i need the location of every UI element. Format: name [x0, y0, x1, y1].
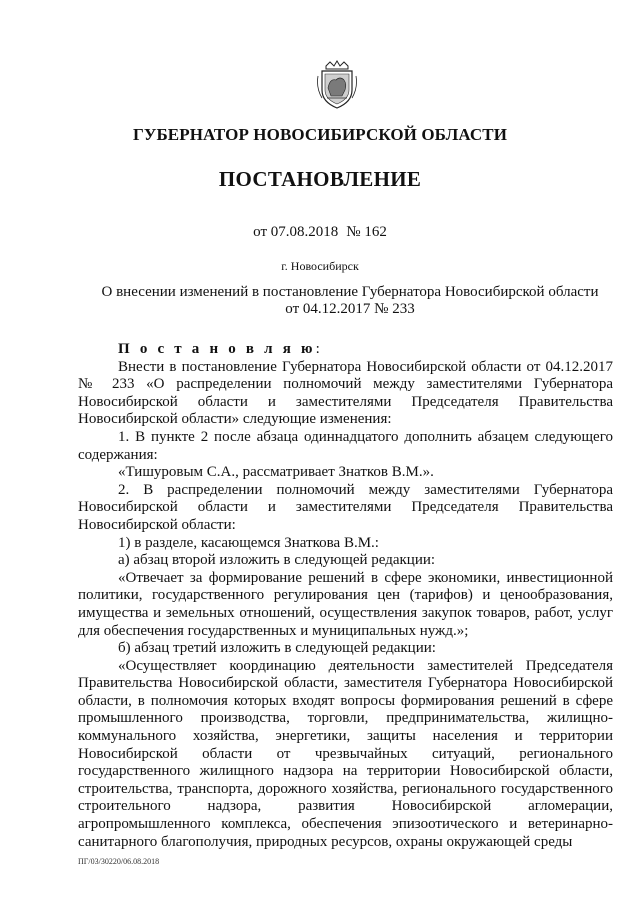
document-subject	[70, 284, 630, 318]
document-footer-code: ПГ/03/30220/06.08.2018	[78, 857, 160, 866]
date-number-line	[0, 224, 640, 241]
novosibirsk-coat-of-arms-icon	[316, 58, 358, 110]
document-number: № 162	[346, 224, 387, 240]
paragraph-item-2-1-a-quote: «Отвечает за формирование решений в сфере экономики, инвестиционной политики, государственного регулирования цен (тарифов) и ценообразования, имущества и земельных отношений, осуществления закупок товаров, работ, услуг для обеспечения государственных и муниципальных нужд.»;	[78, 569, 613, 639]
subject-line-1: О внесении изменений в постановление Губернатора Новосибирской области	[101, 284, 599, 300]
paragraph-item-2-1-b-quote: «Осуществляет координацию деятельности заместителей Председателя Правительства Новосибирской области, заместителя Губернатора Новосибирской области, в полномочия которых входят вопросы формирования решений в сфере промышленного производства, торговли, предпринимательства, жилищно-коммунального хозяйства, энергетики, защиты населения и территории Новосибирской области от чрезвычайных ситуаций, регионального государственного жилищного надзора на территории Новосибирской области, строительства, транспорта, дорожного хозяйства, регионального государственного строительного надзора, развития Новосибирской агломерации, агропромышленного комплекса, обеспечения эпизоотического и ветеринарно-санитарного благополучия, природных ресурсов, охраны окружающей среды	[78, 657, 613, 850]
document-date: от 07.08.2018	[253, 224, 339, 240]
city-line: г. Новосибирск	[281, 259, 359, 273]
decree-colon: :	[315, 341, 320, 357]
document-type-title: ПОСТАНОВЛЕНИЕ	[218, 167, 422, 191]
subject-line-2: от 04.12.2017 № 233	[285, 301, 415, 317]
paragraph-item-1-quote: «Тишуровым С.А., рассматривает Знатков В.М.».	[118, 464, 434, 481]
paragraph-item-1: 1. В пункте 2 после абзаца одиннадцатого дополнить абзацем следующего содержания:	[78, 428, 613, 463]
paragraph-intro: Внести в постановление Губернатора Новосибирской области от 04.12.2017 № 233 «О распределении полномочий между заместителями Губернатора Новосибирской области и заместителями Председателя Правительства Новосибирской области» следующие изменения:	[78, 358, 613, 428]
paragraph-item-2-1-b: б) абзац третий изложить в следующей редакции:	[118, 640, 436, 657]
paragraph-item-2: 2. В распределении полномочий между заместителями Губернатора Новосибирской области и заместителями Председателя Правительства Новосибирской области:	[78, 481, 613, 533]
decree-word: П о с т а н о в л я ю	[118, 341, 316, 357]
paragraph-item-2-1-a: а) абзац второй изложить в следующей редакции:	[118, 552, 436, 569]
issuing-authority: ГУБЕРНАТОР НОВОСИБИРСКОЙ ОБЛАСТИ	[132, 125, 508, 144]
document-body	[78, 341, 613, 851]
decree-heading	[78, 341, 613, 359]
paragraph-item-2-1: 1) в разделе, касающемся Знаткова В.М.:	[118, 534, 379, 551]
